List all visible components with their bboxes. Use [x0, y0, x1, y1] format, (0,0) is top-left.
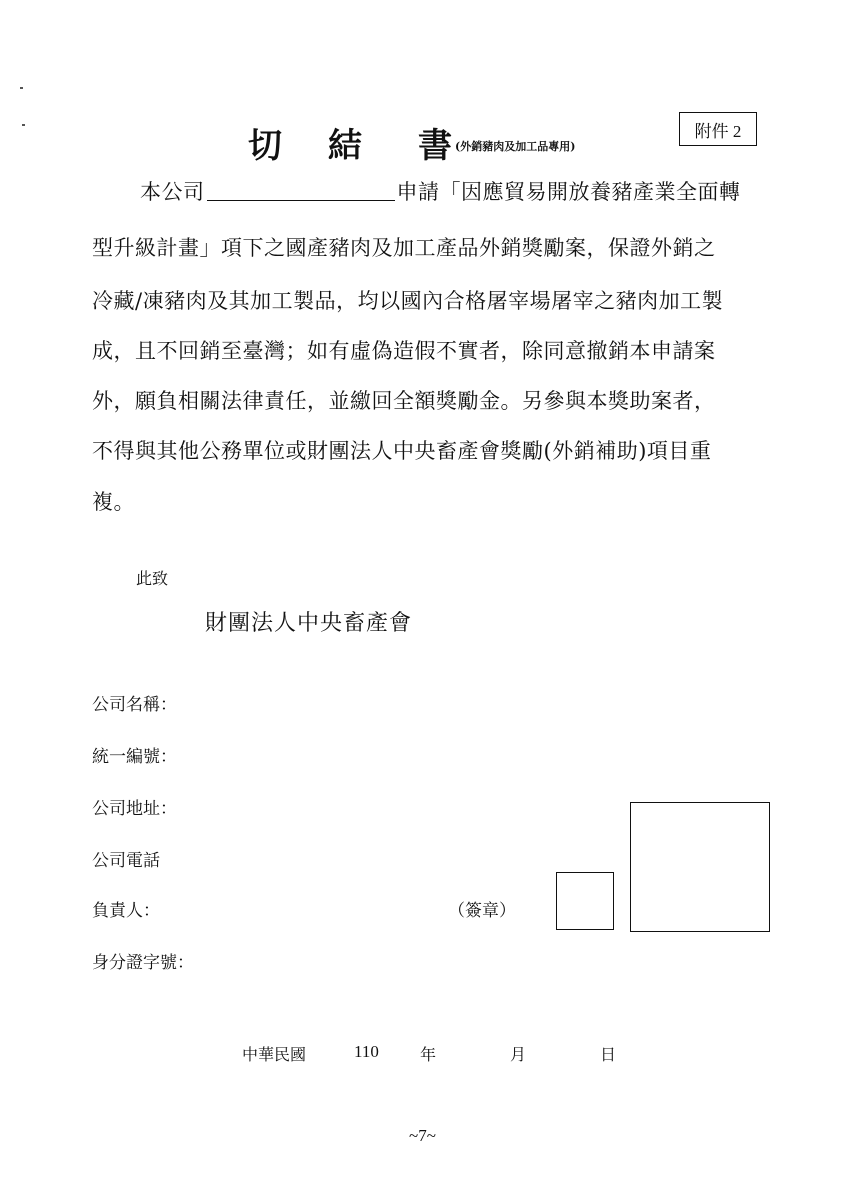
date-era: 中華民國: [242, 1045, 307, 1064]
body-line-4: 成，且不回銷至臺灣；如有虛偽造假不實者，除同意撤銷本申請案: [92, 339, 716, 363]
field-unified-number: 統一編號：: [92, 747, 177, 767]
attachment-label: 附件 2: [679, 112, 757, 146]
page-number: ~7~: [409, 1126, 436, 1145]
scan-speck: [22, 124, 25, 126]
document-subtitle: (外銷豬肉及加工品專用): [455, 140, 576, 153]
date-year: 110: [354, 1042, 379, 1061]
salutation: 此致: [136, 569, 169, 588]
personal-seal-box: [556, 872, 614, 930]
body-line-1-prefix: 本公司: [140, 180, 205, 204]
body-line-6: 不得與其他公務單位或財團法人中央畜產會獎勵(外銷補助)項目重: [92, 439, 712, 463]
date-day-label: 日: [600, 1045, 617, 1064]
body-line-1-suffix: 申請「因應貿易開放養豬產業全面轉: [396, 180, 741, 204]
signature-label: （簽章）: [448, 901, 516, 921]
recipient: 財團法人中央畜產會: [205, 611, 413, 636]
body-line-7: 複。: [92, 490, 135, 514]
field-responsible-person: 負責人：: [92, 901, 160, 921]
field-company-address: 公司地址：: [92, 799, 177, 819]
field-company-name: 公司名稱：: [92, 695, 177, 715]
company-name-blank: [207, 182, 395, 201]
body-line-2: 型升級計畫」項下之國產豬肉及加工產品外銷獎勵案，保證外銷之: [92, 236, 716, 260]
title-char-3: 書: [418, 126, 452, 166]
field-id-number: 身分證字號：: [92, 953, 194, 973]
company-seal-box: [630, 802, 770, 932]
scan-speck: [20, 87, 23, 89]
body-line-5: 外，願負相關法律責任，並繳回全額獎勵金。另參與本獎助案者，: [92, 389, 716, 413]
date-year-label: 年: [420, 1045, 437, 1064]
title-char-2: 結: [328, 126, 362, 166]
field-company-phone: 公司電話: [92, 851, 160, 871]
date-month-label: 月: [510, 1045, 527, 1064]
title-char-1: 切: [248, 126, 282, 166]
body-line-1: [140, 176, 741, 206]
body-line-3: 冷藏/凍豬肉及其加工製品，均以國內合格屠宰場屠宰之豬肉加工製: [92, 289, 724, 313]
